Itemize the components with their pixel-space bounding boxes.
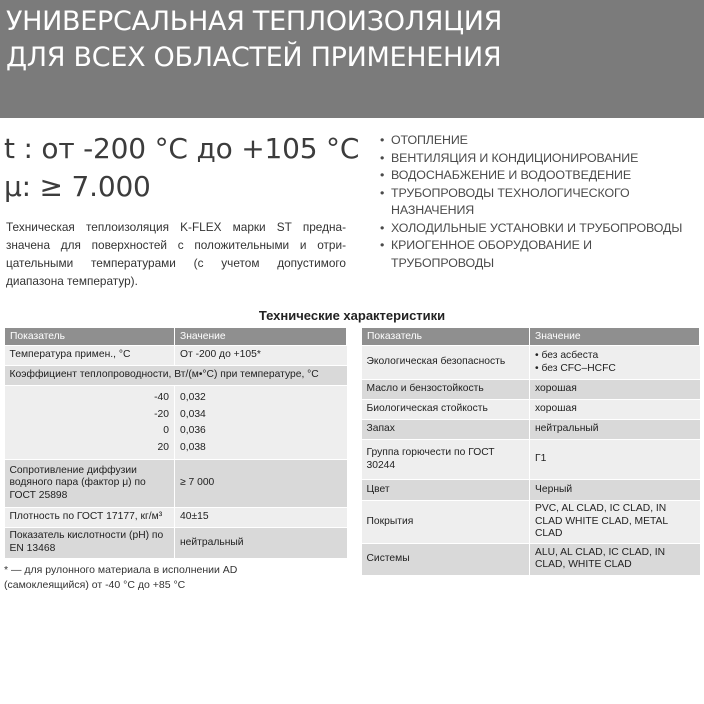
- param-cell: Масло и бензостойкость: [362, 380, 530, 400]
- bullet-icon: •: [380, 238, 385, 252]
- value-cell: нейтральный: [175, 528, 347, 558]
- temp-cell: 0: [5, 423, 175, 440]
- value-cell: нейтральный: [530, 420, 700, 440]
- value-cell: • без асбеста • без CFC–HCFC: [530, 346, 700, 380]
- column-header: Значение: [175, 328, 347, 346]
- application-item: [378, 150, 698, 168]
- application-label: ТРУБОПРОВОДЫ ТЕХНОЛОГИЧЕСКОГО НАЗНАЧЕНИЯ: [391, 185, 630, 217]
- value-cell: 0,036: [175, 423, 347, 440]
- application-item: [378, 237, 698, 272]
- description-line: диапазона температур).: [6, 274, 138, 288]
- left-spec-table: [4, 327, 347, 558]
- value-cell: хорошая: [530, 400, 700, 420]
- footnote: [4, 563, 237, 593]
- header-title-line-1: УНИВЕРСАЛЬНАЯ ТЕПЛОИЗОЛЯЦИЯ: [6, 6, 503, 37]
- bullet-icon: •: [380, 150, 385, 165]
- bullet-icon: •: [380, 133, 385, 147]
- applications-list: [378, 132, 698, 272]
- bullet-icon: •: [380, 220, 385, 235]
- header-title-line-2: ДЛЯ ВСЕХ ОБЛАСТЕЙ ПРИМЕНЕНИЯ: [6, 42, 502, 73]
- value-cell: От -200 до +105*: [175, 346, 347, 366]
- application-label: ВОДОСНАБЖЕНИЕ И ВОДООТВЕДЕНИЕ: [391, 168, 632, 182]
- param-cell: Запах: [362, 420, 530, 440]
- application-item: [378, 185, 698, 220]
- param-cell: Сопротивление диффузии водяного пара (фактор μ) по ГОСТ 25898: [5, 460, 175, 508]
- param-cell: Биологическая стойкость: [362, 400, 530, 420]
- right-spec-table: [361, 327, 700, 575]
- column-header: Значение: [530, 328, 700, 346]
- application-label: ХОЛОДИЛЬНЫЕ УСТАНОВКИ И ТРУБОПРОВОДЫ: [391, 220, 683, 235]
- param-cell: Цвет: [362, 480, 530, 501]
- table-title: Технические характеристики: [258, 308, 446, 323]
- param-cell: Коэффициент теплопроводности, Вт/(м•°C) при температуре, °C: [5, 366, 347, 386]
- column-header: Показатель: [362, 328, 530, 346]
- header-banner: [0, 0, 704, 118]
- value-cell: ALU, AL CLAD, IC CLAD, IN CLAD, WHITE CLAD: [530, 543, 700, 575]
- application-item: [378, 132, 698, 150]
- value-cell: 40±15: [175, 508, 347, 528]
- value-cell: Г1: [530, 440, 700, 480]
- footnote-line: (самоклеящийся) от -40 °C до +85 °C: [4, 579, 186, 591]
- param-cell: Системы: [362, 543, 530, 575]
- description-line: значена для поверхностей с положительными и отри-: [6, 238, 346, 252]
- application-item: [378, 220, 698, 238]
- application-label: ВЕНТИЛЯЦИЯ И КОНДИЦИОНИРОВАНИЕ: [391, 150, 639, 165]
- value-cell: 0,034: [175, 407, 347, 424]
- description-line: цательными температурами (с учетом допустимого: [6, 256, 346, 270]
- param-cell: Плотность по ГОСТ 17177, кг/м³: [5, 508, 175, 528]
- bullet-icon: •: [380, 185, 385, 200]
- value-cell: 0,032: [175, 386, 347, 407]
- temp-cell: -20: [5, 407, 175, 424]
- value-cell: PVC, AL CLAD, IC CLAD, IN CLAD WHITE CLAD, METAL CLAD: [530, 501, 700, 544]
- value-cell: хорошая: [530, 380, 700, 400]
- value-cell: 0,038: [175, 440, 347, 460]
- footnote-line: * — для рулонного материала в исполнении AD: [4, 564, 238, 576]
- application-label: КРИОГЕННОЕ ОБОРУДОВАНИЕ И ТРУБОПРОВОДЫ: [391, 238, 592, 270]
- param-cell: Температура примен., °C: [5, 346, 175, 366]
- product-description: [6, 218, 346, 290]
- mu-factor: μ: ≥ 7.000: [4, 170, 151, 203]
- application-label: ОТОПЛЕНИЕ: [391, 133, 468, 147]
- param-cell: Покрытия: [362, 501, 530, 544]
- value-cell: Черный: [530, 480, 700, 501]
- bullet-icon: •: [380, 168, 385, 182]
- temperature-range: t : от -200 °C до +105 °C: [4, 132, 360, 165]
- param-cell: Группа горючести по ГОСТ 30244: [362, 440, 530, 480]
- description-line: Техническая теплоизоляция K-FLEX марки ST предна-: [6, 220, 346, 234]
- application-item: [378, 167, 698, 185]
- param-cell: Экологическая безопасность: [362, 346, 530, 380]
- column-header: Показатель: [5, 328, 175, 346]
- param-cell: Показатель кислотности (pH) по EN 13468: [5, 528, 175, 558]
- temp-cell: 20: [5, 440, 175, 460]
- value-cell: ≥ 7 000: [175, 460, 347, 508]
- temp-cell: -40: [5, 386, 175, 407]
